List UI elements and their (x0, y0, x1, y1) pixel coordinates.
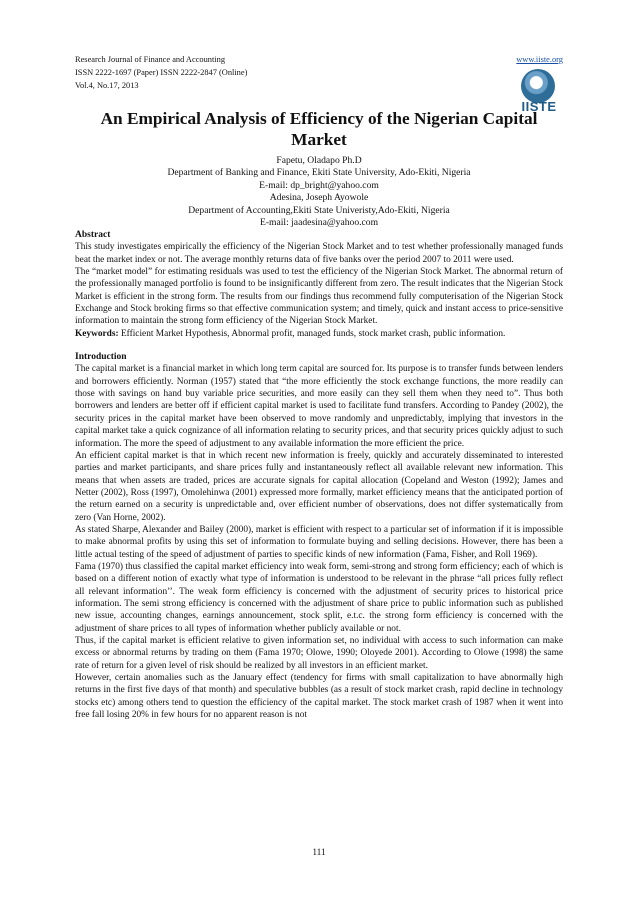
author-block (75, 155, 563, 229)
keywords-label: Keywords: (75, 328, 119, 339)
introduction-paragraph: As stated Sharpe, Alexander and Bailey (2000), market is efficient with respect to a particular set of information if it is impossible to make abnormal profits by using this set of information to formulate buying and selling decisions. However, there has been a little actual testing of the speed of adjustment of parties to specific kinds of new information (Fama, Fisher, and Roll 1969). (75, 524, 563, 560)
journal-url-link[interactable]: www.iiste.org (516, 55, 563, 64)
page-number: 111 (312, 848, 326, 858)
introduction-paragraph: However, certain anomalies such as the January effect (tendency for firms with small capitalization to have abnormally high returns in the first five days of that month) and speculative bubbles (as a result of stock market crash, rapid decline in technology stocks etc) among others tend to question the efficiency of the capital market. The stock market crash of 1987 when it went into free fall losing 20% in few hours for no apparent reason is not (75, 673, 563, 721)
paper-body (75, 229, 563, 721)
introduction-paragraph: The capital market is a financial market in which long term capital are sourced for. Its purpose is to transfer funds between lenders and borrowers efficiently. Norman (1957) stated that “the more efficiently the stock exchange functions, the more readily can those with savings on hand buy variable price securities, and more easily can they sell them when they need to”. Thus both borrowers and lenders are better off if efficient capital market is used to facilitate fund transfers. According to Pandey (2002), the security prices in the capital market have been observed to move randomly and unpredictably, implying that investors in the capital market take a quick cognizance of all information relating to security prices, and that security prices quickly adjust to such information. The more the speed of adjustment to any available information the more efficient the price. (75, 364, 563, 449)
introduction-paragraph: Thus, if the capital market is efficient relative to given information set, no individual with access to such information can make excess or abnormal returns by trading on them (Fama 1970; Olowe, 1990; Oloyede 2001). According to Olowe (1998) the same rate of return for a given level of risk should be realized by all investors in an efficient market. (75, 636, 563, 671)
section-spacer (75, 340, 563, 351)
introduction-heading: Introduction (75, 352, 127, 363)
author-email: E-mail: jaadesina@yahoo.com (259, 217, 379, 229)
introduction-paragraph: An efficient capital market is that in which recent new information is freely, quickly and accurately disseminated to interested parties and market participants, and share prices fully and instantaneously reflect all available relevant new information. This means that when assets are traded, prices are accurate signals for capital allocation (Copeland and Weston (1992); James and Netter (2002), Ross (1997), Omolehinwa (2001) expressed more formally, market efficiency means that the anticipated portion of the return earned on a security is unpredictable and, over efficient number of observations, does not differ systematically from zero (Van Horne, 2002). (75, 450, 563, 523)
author-email: E-mail: dp_bright@yahoo.com (259, 179, 379, 191)
keywords-text: Efficient Market Hypothesis, Abnormal profit, managed funds, stock market crash, public information. (120, 328, 506, 339)
author-name: Fapetu, Oladapo Ph.D (276, 155, 362, 166)
keywords-line (75, 328, 563, 340)
author-affiliation: Department of Accounting,Ekiti State Univeristy,Ado-Ekiti, Nigeria (188, 204, 450, 216)
author-affiliation: Department of Banking and Finance, Ekiti State University, Ado-Ekiti, Nigeria (167, 167, 471, 179)
author-name: Adesina, Joseph Ayowole (269, 192, 369, 204)
logo-globe-icon (521, 69, 555, 103)
abstract-paragraph: The “market model” for estimating residuals was used to test the efficiency of the Nigerian Stock Market. The abnormal return of the professionally managed portfolio is found to be insignificantly different from zero. The result indicates that the Nigerian Stock Market is efficient in the strong form. The results from our findings thus recommend fully computerisation of the Nigerian Stock Exchange and Stock broking firms so that effective communication system; and timely, quick and instant access to price-sensitive information to maintain the strong form efficiency of the Nigerian Stock Market. (75, 267, 563, 327)
journal-volume: Vol.4, No.17, 2013 (75, 81, 139, 90)
journal-name: Research Journal of Finance and Accounting (75, 55, 226, 64)
introduction-paragraph: Fama (1970) thus classified the capital market efficiency into weak form, semi-strong and strong form efficiency; each of which is based on a different notion of exactly what type of information is understood to be relevant in the phrase “all prices fully reflect all relevant information’’. The weak form efficiency is concerned with the adjustment of security prices to historical price information. The semi strong efficiency is concerned with the adjustment of share price to public information such as published new issue, accounting changes, earnings announcement, stock split, e.t.c. the strong form efficiency is concerned with the adjustment of share prices to all types of information whether publicly available or not. (75, 561, 563, 634)
journal-issn: ISSN 2222-1697 (Paper) ISSN 2222-2847 (Online) (75, 68, 248, 77)
journal-header (75, 53, 563, 92)
logo-text: IISTE (521, 99, 557, 114)
paper-title: An Empirical Analysis of Efficiency of the Nigerian Capital Market (100, 109, 538, 149)
abstract-heading: Abstract (75, 230, 111, 240)
abstract-paragraph: This study investigates empirically the efficiency of the Nigerian Stock Market and to test whether professionally managed funds beat the market index or not. The average monthly returns data of five banks over the period 2007 to 2011 were used. (75, 242, 563, 265)
